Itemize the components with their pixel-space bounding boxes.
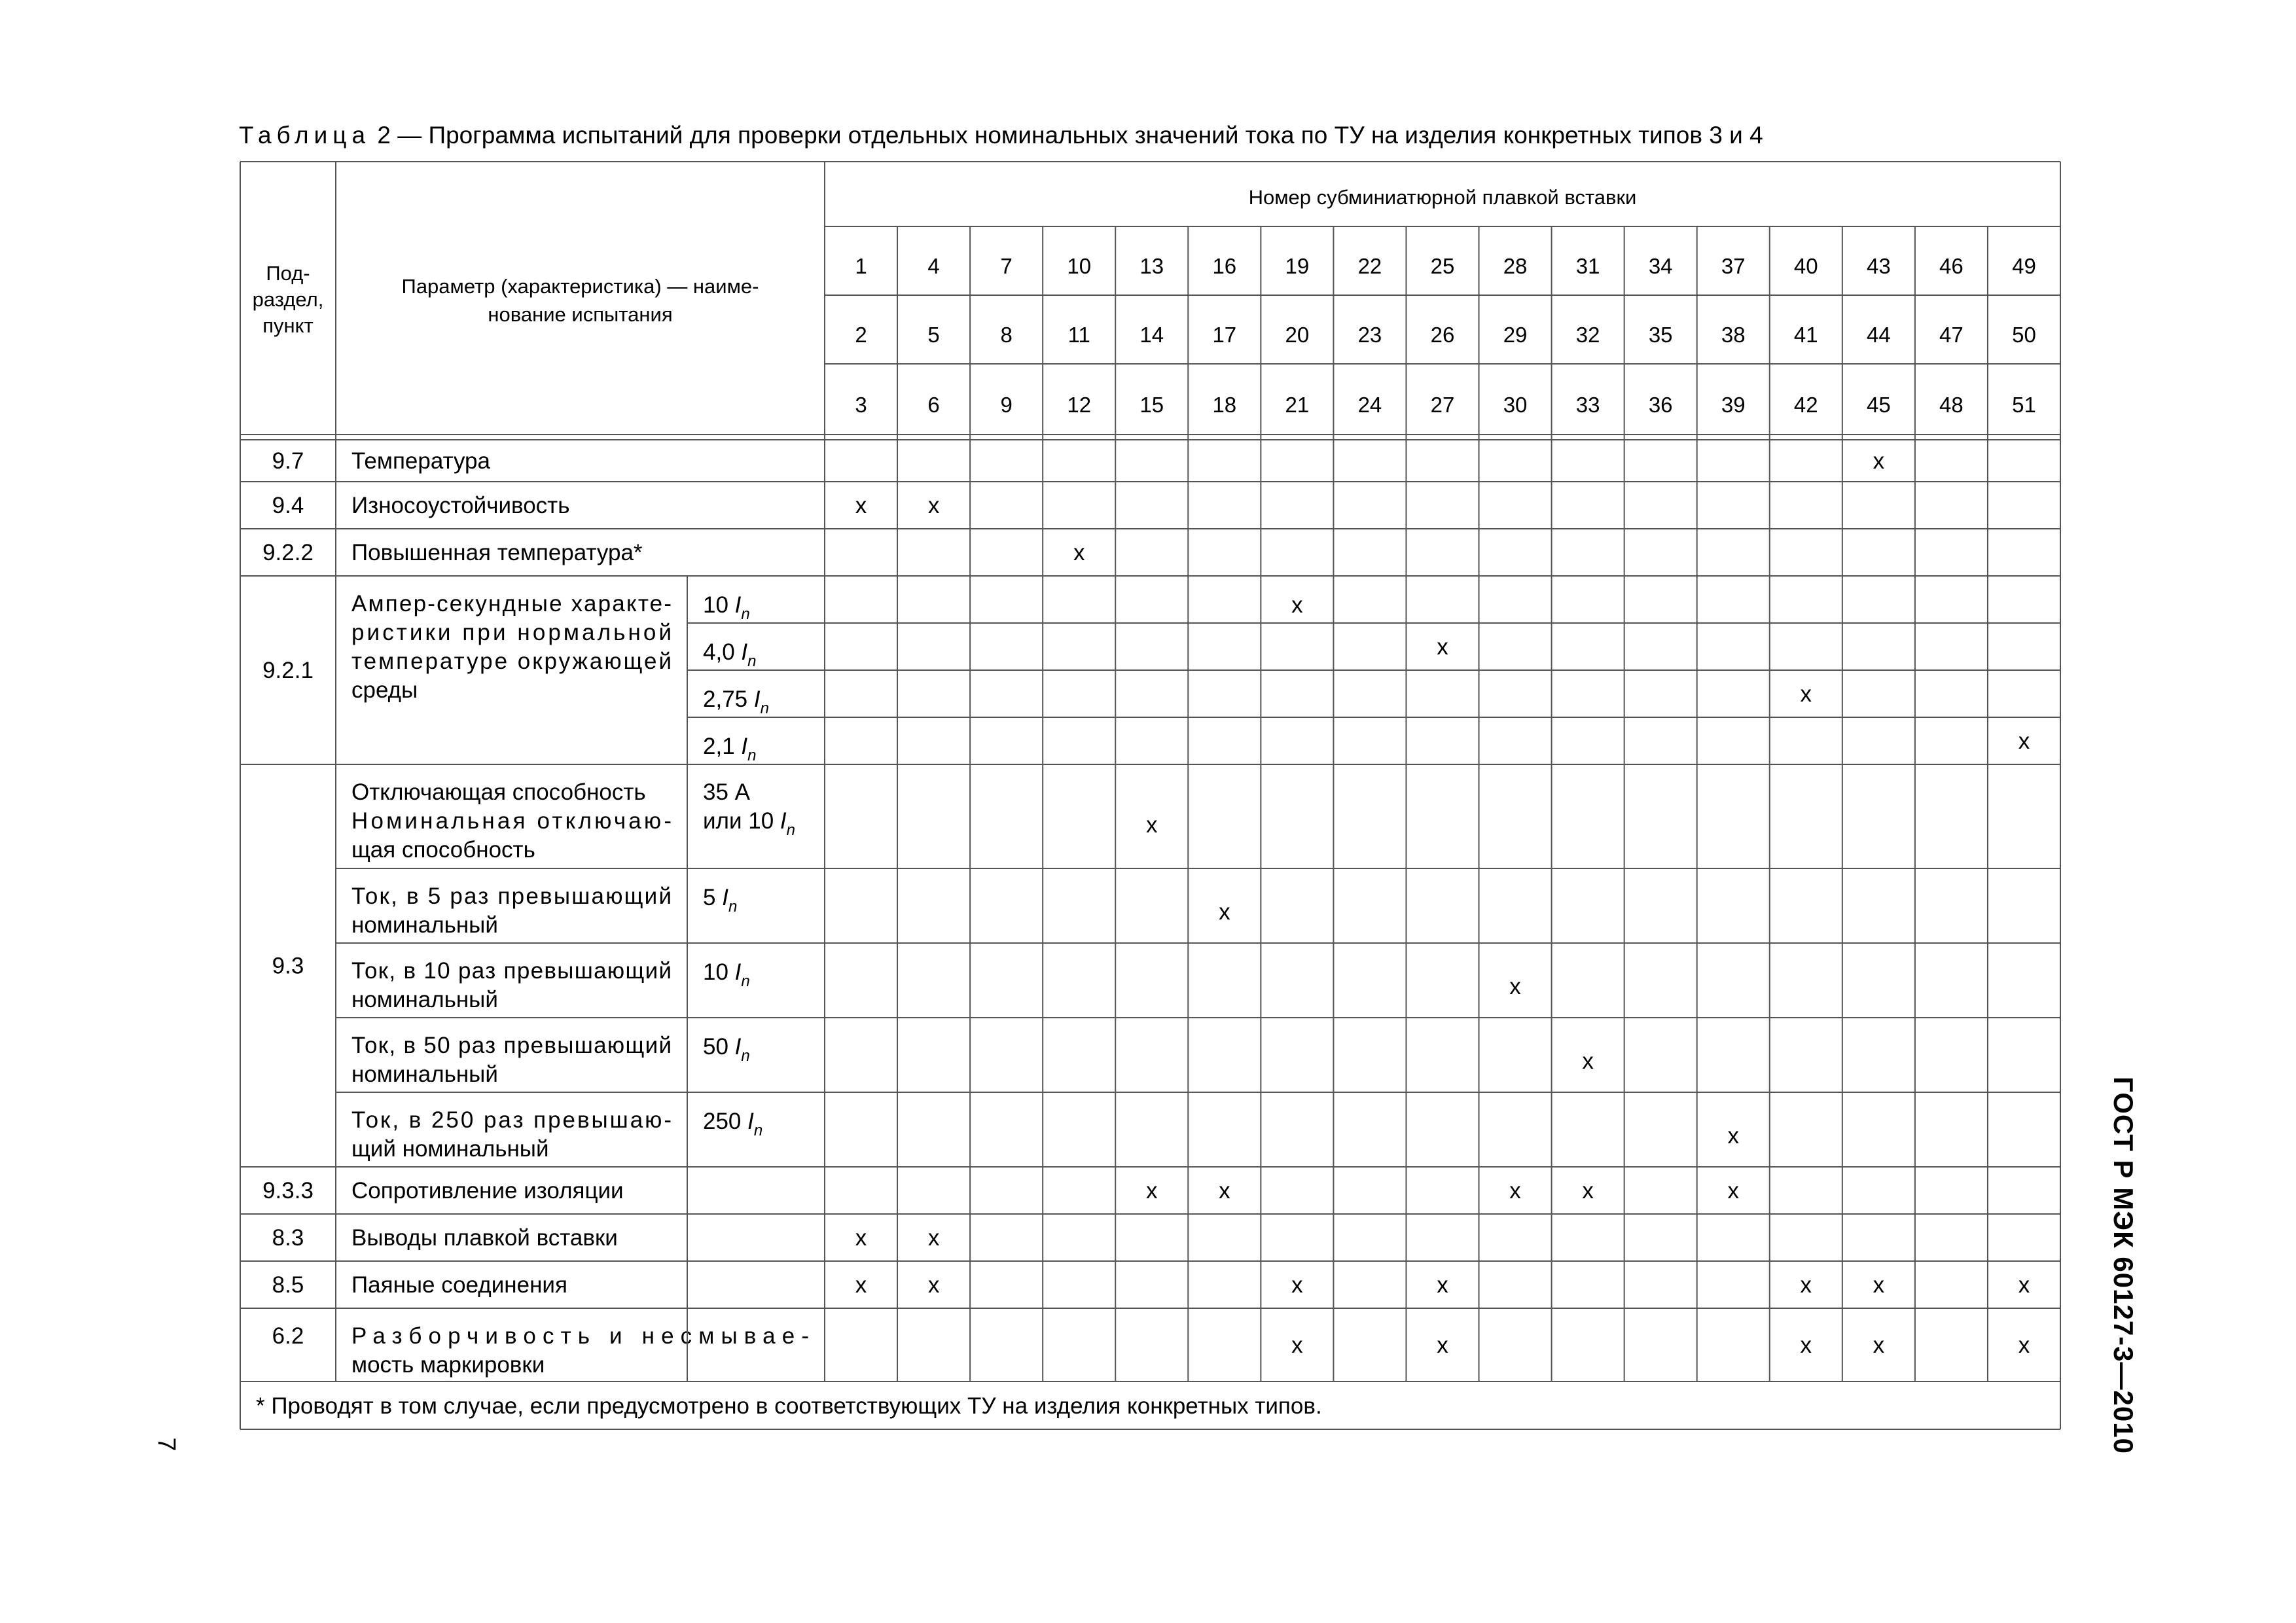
test-mark: x (2018, 1332, 2030, 1358)
sample-number: 36 (1648, 393, 1673, 417)
sample-number: 7 (1000, 254, 1013, 278)
sample-number: 17 (1212, 323, 1237, 347)
subsection-number: 9.3 (272, 953, 304, 979)
sample-number: 20 (1285, 323, 1310, 347)
test-mark: x (2018, 1272, 2030, 1298)
document-standard-title: ГОСТ Р МЭК 60127-3—2010 (2108, 1077, 2139, 1454)
test-condition-text: 10 $I_n$ (703, 959, 750, 990)
test-condition-text: 35 А (703, 779, 750, 805)
test-condition-text: 50 $I_n$ (703, 1034, 750, 1065)
subsection-number: 8.3 (272, 1225, 304, 1251)
sample-number: 35 (1648, 323, 1673, 347)
parameter-name: Отключающая способность (351, 779, 646, 805)
parameter-name: Ток, в 5 раз превышающий (351, 883, 672, 909)
test-mark: x (1437, 634, 1448, 660)
sample-number: 29 (1503, 323, 1528, 347)
parameter-name: Износоустойчивость (351, 493, 570, 518)
sample-number: 15 (1139, 393, 1164, 417)
parameter-name: Выводы плавкой вставки (351, 1225, 618, 1251)
test-condition-text: 5 $I_n$ (703, 885, 738, 916)
subsection-number: 9.3.3 (262, 1178, 314, 1204)
sample-number: 3 (855, 393, 867, 417)
test-mark: x (1146, 812, 1158, 838)
sample-number: 10 (1067, 254, 1092, 278)
sample-number: 49 (2012, 254, 2036, 278)
sample-number: 25 (1430, 254, 1455, 278)
test-mark: x (927, 1225, 940, 1251)
parameter-name: щий номинальный (351, 1136, 549, 1162)
test-mark: x (1073, 540, 1085, 565)
sample-number: 22 (1357, 254, 1382, 278)
sample-number: 12 (1067, 393, 1092, 417)
subsection-number: 6.2 (272, 1323, 304, 1349)
test-mark: x (1800, 1272, 1812, 1298)
test-mark: x (1509, 1178, 1521, 1204)
sample-number: 19 (1285, 254, 1310, 278)
sample-number: 21 (1285, 393, 1310, 417)
test-mark: x (927, 1272, 940, 1298)
sample-number: 43 (1866, 254, 1891, 278)
parameter-name: Повышенная температура* (351, 540, 643, 565)
sample-number: 37 (1721, 254, 1746, 278)
sample-number: 28 (1503, 254, 1528, 278)
test-mark: x (1582, 1178, 1594, 1204)
test-condition-text: 4,0 $I_n$ (703, 639, 757, 670)
parameter-name: Сопротивление изоляции (351, 1178, 624, 1204)
test-mark: x (855, 1272, 867, 1298)
page-number: 7 (152, 1437, 180, 1452)
header-sample-number-label: Номер субминиатюрной плавкой вставки (1248, 186, 1637, 209)
parameter-name: Разборчивость и несмывае- (351, 1323, 809, 1349)
sample-number: 39 (1721, 393, 1746, 417)
test-mark: x (1219, 1178, 1230, 1204)
sample-number: 24 (1357, 393, 1382, 417)
sample-number: 23 (1357, 323, 1382, 347)
sample-number: 45 (1866, 393, 1891, 417)
header-subsection-label: Под- (266, 262, 310, 285)
test-mark: x (1873, 1332, 1885, 1358)
test-mark: x (1437, 1272, 1448, 1298)
parameter-name: среды (351, 677, 418, 703)
sample-number: 14 (1139, 323, 1164, 347)
sample-number: 16 (1212, 254, 1237, 278)
test-mark: x (1800, 1332, 1812, 1358)
sample-number: 42 (1793, 393, 1818, 417)
sample-number: 1 (855, 254, 867, 278)
sample-number: 27 (1430, 393, 1455, 417)
sample-number: 31 (1575, 254, 1600, 278)
test-mark: x (1219, 899, 1230, 925)
test-mark: x (1582, 1048, 1594, 1074)
header-subsection-label: пункт (262, 314, 314, 337)
sample-number: 8 (1000, 323, 1013, 347)
test-condition-text: 2,1 $I_n$ (703, 734, 757, 764)
sample-number: 32 (1575, 323, 1600, 347)
test-mark: x (1291, 592, 1303, 618)
sample-number: 30 (1503, 393, 1528, 417)
sample-number: 4 (927, 254, 940, 278)
test-condition-text: 250 $I_n$ (703, 1109, 763, 1139)
parameter-name: Ампер-секундные характе- (351, 591, 672, 616)
sample-number: 47 (1939, 323, 1964, 347)
parameter-name: Ток, в 50 раз превышающий (351, 1033, 672, 1058)
table-caption-text: 2 — Программа испытаний для проверки отдельных номинальных значений тока по ТУ на изделия конкретных типов 3 и 4 (370, 122, 1763, 149)
sample-number: 41 (1793, 323, 1818, 347)
subsection-number: 8.5 (272, 1272, 304, 1298)
parameter-name: Номинальная отключаю- (351, 808, 672, 834)
test-condition-text: 10 $I_n$ (703, 592, 750, 623)
sample-number: 51 (2012, 393, 2036, 417)
parameter-name: номинальный (351, 1061, 498, 1087)
test-mark: x (1291, 1332, 1303, 1358)
subsection-number: 9.2.1 (262, 658, 314, 683)
parameter-name: номинальный (351, 987, 498, 1012)
sample-number: 40 (1793, 254, 1818, 278)
header-parameter-label: Параметр (характеристика) — наиме- (401, 275, 759, 298)
parameter-name: мость маркировки (351, 1352, 545, 1378)
table-footnote: * Проводят в том случае, если предусмотрено в соответствующих ТУ на изделия конкретных типов. (256, 1393, 1322, 1419)
sample-number: 38 (1721, 323, 1746, 347)
test-mark: x (1727, 1178, 1739, 1204)
sample-number: 26 (1430, 323, 1455, 347)
parameter-name: температуре окружающей (351, 649, 672, 674)
test-mark: x (1873, 448, 1885, 474)
sample-number: 13 (1139, 254, 1164, 278)
sample-number: 6 (927, 393, 940, 417)
parameter-name: Паяные соединения (351, 1272, 567, 1298)
parameter-name: щая способность (351, 837, 535, 863)
sample-number: 48 (1939, 393, 1964, 417)
test-mark: x (2018, 728, 2030, 754)
sample-number: 18 (1212, 393, 1237, 417)
sample-number: 33 (1575, 393, 1600, 417)
sample-number: 11 (1067, 323, 1090, 347)
parameter-name: Ток, в 250 раз превышаю- (351, 1107, 672, 1133)
test-mark: x (1437, 1332, 1448, 1358)
parameter-name: номинальный (351, 912, 498, 938)
test-condition-text: или 10 $I_n$ (703, 808, 795, 839)
subsection-number: 9.4 (272, 493, 304, 518)
sample-number: 46 (1939, 254, 1964, 278)
test-mark: x (855, 1225, 867, 1251)
sample-number: 34 (1648, 254, 1673, 278)
sample-number: 50 (2012, 323, 2036, 347)
subsection-number: 9.2.2 (262, 540, 314, 565)
sample-number: 2 (855, 323, 867, 347)
test-mark: x (855, 493, 867, 518)
test-mark: x (1873, 1272, 1885, 1298)
test-mark: x (1146, 1178, 1158, 1204)
test-condition-text: 2,75 $I_n$ (703, 687, 769, 717)
test-mark: x (1509, 974, 1521, 999)
table-caption-word: Таблица (239, 122, 371, 149)
test-mark: x (927, 493, 940, 518)
sample-number: 44 (1866, 323, 1891, 347)
header-subsection-label: раздел, (252, 288, 324, 311)
sample-number: 5 (927, 323, 940, 347)
subsection-number: 9.7 (272, 448, 304, 474)
parameter-name: ристики при нормальной (351, 620, 672, 645)
test-mark: x (1291, 1272, 1303, 1298)
header-parameter-label: нование испытания (488, 303, 673, 326)
test-mark: x (1800, 681, 1812, 707)
parameter-name: Температура (351, 448, 490, 474)
parameter-name: Ток, в 10 раз превышающий (351, 958, 672, 984)
sample-number: 9 (1000, 393, 1013, 417)
test-mark: x (1727, 1123, 1739, 1149)
